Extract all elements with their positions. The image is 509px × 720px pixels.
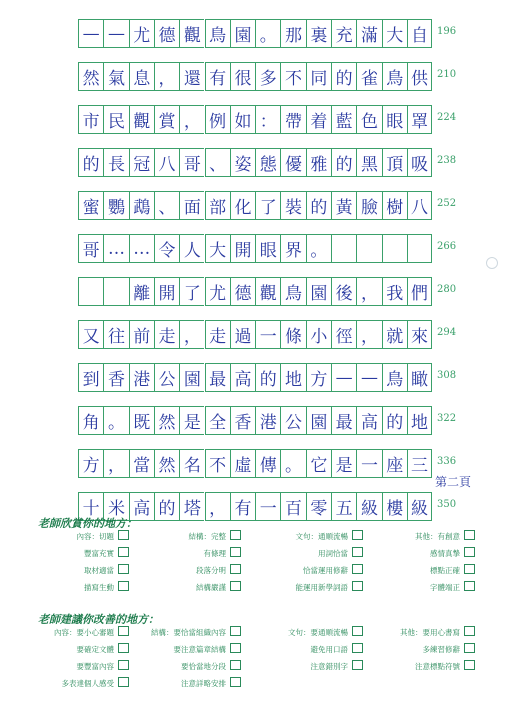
manuscript-cell: 公: [154, 363, 179, 392]
manuscript-cell: 不: [280, 62, 305, 91]
praise-criterion: 描寫生動: [84, 583, 114, 592]
manuscript-cell: 鳥: [280, 277, 305, 306]
manuscript-cell: 方: [306, 363, 331, 392]
manuscript-cell: 然: [78, 62, 103, 91]
manuscript-cell: 香: [103, 363, 128, 392]
praise-checkbox[interactable]: [118, 547, 129, 557]
manuscript-cell: 滿: [356, 19, 381, 48]
praise-checkbox[interactable]: [230, 581, 241, 591]
manuscript-cell: 既: [129, 406, 154, 435]
improve-checkbox[interactable]: [230, 677, 241, 687]
manuscript-cell: 。: [306, 234, 331, 263]
binder-hole: [486, 257, 498, 269]
manuscript-cell: 八: [154, 148, 179, 177]
manuscript-cell: 鳥: [382, 363, 407, 392]
manuscript-cell: 的: [331, 62, 356, 91]
praise-checkbox[interactable]: [352, 564, 363, 574]
praise-criterion: 標點正確: [430, 566, 460, 575]
praise-title: 老師欣賞你的地方：: [38, 517, 137, 530]
manuscript-cell: 色: [356, 105, 381, 134]
manuscript-cell: 一: [255, 320, 280, 349]
praise-criterion: 用詞恰當: [318, 549, 348, 558]
improve-criterion: 注意詳略安排: [181, 679, 226, 688]
manuscript-cell: 帶: [280, 105, 305, 134]
praise-checkbox[interactable]: [118, 530, 129, 540]
manuscript-cell: 鳥: [205, 19, 230, 48]
improve-criterion: 要注意篇章結構: [173, 645, 226, 654]
praise-checkbox[interactable]: [230, 547, 241, 557]
manuscript-cell: 黑: [356, 148, 381, 177]
manuscript-cell: 自: [407, 19, 432, 48]
manuscript-cell: ，: [154, 62, 179, 91]
praise-checkbox[interactable]: [464, 581, 475, 591]
manuscript-cell: 頂: [382, 148, 407, 177]
praise-checkbox[interactable]: [118, 564, 129, 574]
manuscript-cell: 哥: [179, 148, 204, 177]
manuscript-cell: 令: [154, 234, 179, 263]
manuscript-row: [78, 320, 457, 349]
praise-criterion: 內容：切題: [76, 532, 114, 541]
manuscript-cell: 着: [306, 105, 331, 134]
manuscript-cell: ，: [356, 277, 381, 306]
manuscript-cell: 走: [154, 320, 179, 349]
manuscript-cell: 蜜: [78, 191, 103, 220]
manuscript-cell: 大: [205, 234, 230, 263]
manuscript-cell: 觀: [255, 277, 280, 306]
row-char-count: 350: [437, 499, 457, 510]
manuscript-cell: —: [78, 19, 103, 48]
manuscript-cell: [407, 234, 432, 263]
manuscript-cell: 香: [230, 406, 255, 435]
manuscript-cell: 罩: [407, 105, 432, 134]
manuscript-cell: 港: [129, 363, 154, 392]
improve-checkbox[interactable]: [118, 626, 129, 636]
manuscript-cell: 長: [103, 148, 128, 177]
manuscript-cell: 然: [154, 449, 179, 478]
praise-checkbox[interactable]: [464, 564, 475, 574]
manuscript-cell: 藍: [331, 105, 356, 134]
improve-checkbox[interactable]: [118, 643, 129, 653]
manuscript-cell: 徑: [331, 320, 356, 349]
manuscript-cell: 有: [205, 62, 230, 91]
manuscript-cell: 的: [331, 148, 356, 177]
manuscript-cell: 不: [205, 449, 230, 478]
manuscript-cell: 前: [129, 320, 154, 349]
manuscript-cell: 小: [306, 320, 331, 349]
row-char-count: 238: [437, 155, 457, 166]
manuscript-cell: 裏: [306, 19, 331, 48]
manuscript-row: [78, 234, 457, 263]
manuscript-cell: 高: [356, 406, 381, 435]
improve-checkbox[interactable]: [230, 643, 241, 653]
manuscript-cell: 一: [255, 492, 280, 521]
manuscript-cell: 了: [179, 277, 204, 306]
manuscript-cell: 的: [382, 406, 407, 435]
manuscript-cell: 零: [306, 492, 331, 521]
manuscript-cell: 息: [129, 62, 154, 91]
manuscript-cell: 名: [179, 449, 204, 478]
row-char-count: 224: [437, 112, 457, 123]
praise-criterion: 結構嚴謹: [196, 583, 226, 592]
manuscript-row: [78, 191, 457, 220]
manuscript-cell: 開: [230, 234, 255, 263]
praise-checkbox[interactable]: [352, 547, 363, 557]
manuscript-row: [78, 105, 457, 134]
page-number-note: 第二頁: [435, 475, 472, 489]
manuscript-cell: 尤: [205, 277, 230, 306]
improve-criterion: 要豐富內容: [76, 662, 114, 671]
manuscript-cell: 有: [230, 492, 255, 521]
manuscript-cell: 黃: [331, 191, 356, 220]
manuscript-cell: 們: [407, 277, 432, 306]
manuscript-cell: 人: [179, 234, 204, 263]
manuscript-cell: 賞: [154, 105, 179, 134]
praise-criterion: 文句：通順流暢: [295, 532, 348, 541]
manuscript-cell: 眼: [382, 105, 407, 134]
manuscript-cell: …: [129, 234, 154, 263]
praise-criterion: 其他：有創意: [415, 532, 460, 541]
praise-criterion: 字體端正: [430, 583, 460, 592]
manuscript-cell: 級: [356, 492, 381, 521]
improve-criterion: 多練習修辭: [422, 645, 460, 654]
manuscript-cell: 觀: [179, 19, 204, 48]
improve-criterion: 文句：要通順流暢: [288, 628, 348, 637]
manuscript-cell: 是: [179, 406, 204, 435]
manuscript-cell: 的: [154, 492, 179, 521]
improve-checkbox[interactable]: [118, 677, 129, 687]
manuscript-cell: ，: [356, 320, 381, 349]
manuscript-cell: 角: [78, 406, 103, 435]
manuscript-cell: 裝: [280, 191, 305, 220]
manuscript-cell: 眼: [255, 234, 280, 263]
improve-checkbox[interactable]: [464, 660, 475, 670]
row-char-count: 308: [437, 370, 457, 381]
praise-criterion: 感情真摯: [430, 549, 460, 558]
manuscript-cell: 雀: [356, 62, 381, 91]
manuscript-cell: 園: [230, 19, 255, 48]
manuscript-cell: 塔: [179, 492, 204, 521]
manuscript-row: [78, 277, 457, 306]
improve-checkbox[interactable]: [230, 660, 241, 670]
manuscript-cell: 。: [255, 19, 280, 48]
manuscript-cell: [356, 234, 381, 263]
manuscript-cell: 供: [407, 62, 432, 91]
praise-criterion: 豐富充實: [84, 549, 114, 558]
manuscript-cell: 態: [255, 148, 280, 177]
improve-checkbox[interactable]: [464, 626, 475, 636]
manuscript-cell: 觀: [129, 105, 154, 134]
manuscript-cell: 離: [129, 277, 154, 306]
manuscript-cell: 鳥: [382, 62, 407, 91]
manuscript-cell: 它: [306, 449, 331, 478]
improve-checkbox[interactable]: [118, 660, 129, 670]
manuscript-cell: ，: [179, 320, 204, 349]
manuscript-cell: 臉: [356, 191, 381, 220]
manuscript-cell: 優: [280, 148, 305, 177]
improve-criterion: 要確定文體: [76, 645, 114, 654]
manuscript-cell: —: [356, 363, 381, 392]
manuscript-cell: 哥: [78, 234, 103, 263]
manuscript-cell: 當: [129, 449, 154, 478]
manuscript-cell: 地: [407, 406, 432, 435]
manuscript-cell: 雅: [306, 148, 331, 177]
manuscript-cell: 鵡: [129, 191, 154, 220]
row-char-count: 322: [437, 413, 457, 424]
manuscript-cell: 那: [280, 19, 305, 48]
praise-checkbox[interactable]: [464, 530, 475, 540]
praise-criterion: 結構：完整: [188, 532, 226, 541]
praise-criterion: 有條理: [203, 549, 226, 558]
manuscript-row: [78, 449, 457, 478]
improve-checkbox[interactable]: [464, 643, 475, 653]
manuscript-cell: 級: [407, 492, 432, 521]
manuscript-cell: 是: [331, 449, 356, 478]
manuscript-cell: 的: [78, 148, 103, 177]
manuscript-cell: 後: [331, 277, 356, 306]
manuscript-cell: 然: [154, 406, 179, 435]
manuscript-cell: 樓: [382, 492, 407, 521]
manuscript-cell: 。: [280, 449, 305, 478]
manuscript-cell: 瞰: [407, 363, 432, 392]
manuscript-cell: 最: [331, 406, 356, 435]
manuscript-cell: 化: [230, 191, 255, 220]
manuscript-cell: 就: [382, 320, 407, 349]
manuscript-cell: 來: [407, 320, 432, 349]
manuscript-cell: 面: [179, 191, 204, 220]
manuscript-cell: [78, 277, 103, 306]
praise-criterion: 取材適當: [84, 566, 114, 575]
manuscript-cell: 全: [205, 406, 230, 435]
manuscript-cell: 往: [103, 320, 128, 349]
manuscript-cell: 、: [205, 148, 230, 177]
manuscript-cell: 方: [78, 449, 103, 478]
manuscript-cell: 園: [306, 277, 331, 306]
improve-criterion: 多表達個人感受: [61, 679, 114, 688]
manuscript-cell: 了: [255, 191, 280, 220]
manuscript-cell: 又: [78, 320, 103, 349]
manuscript-row: [78, 62, 457, 91]
manuscript-cell: 五: [331, 492, 356, 521]
manuscript-cell: 到: [78, 363, 103, 392]
manuscript-cell: 部: [205, 191, 230, 220]
manuscript-cell: 港: [255, 406, 280, 435]
manuscript-cell: 如: [230, 105, 255, 134]
manuscript-cell: 條: [280, 320, 305, 349]
improve-criterion: 注意標點符號: [415, 662, 460, 671]
manuscript-cell: …: [103, 234, 128, 263]
manuscript-cell: 虛: [230, 449, 255, 478]
praise-criterion: 能運用新學詞語: [295, 583, 348, 592]
improve-criterion: 其他：要用心書寫: [400, 628, 460, 637]
manuscript-cell: 園: [179, 363, 204, 392]
manuscript-cell: ，: [205, 492, 230, 521]
manuscript-cell: 最: [205, 363, 230, 392]
manuscript-cell: 高: [129, 492, 154, 521]
improve-title: 老師建議你改善的地方：: [38, 613, 159, 626]
row-char-count: 280: [437, 284, 457, 295]
manuscript-cell: 民: [103, 105, 128, 134]
manuscript-cell: [382, 234, 407, 263]
manuscript-cell: —: [331, 363, 356, 392]
improve-checkbox[interactable]: [352, 626, 363, 636]
manuscript-cell: ，: [103, 449, 128, 478]
row-char-count: 210: [437, 69, 457, 80]
manuscript-cell: 多: [255, 62, 280, 91]
manuscript-cell: [331, 234, 356, 263]
praise-checkbox[interactable]: [230, 564, 241, 574]
manuscript-cell: 開: [154, 277, 179, 306]
manuscript-cell: 傳: [255, 449, 280, 478]
manuscript-cell: 同: [306, 62, 331, 91]
manuscript-cell: 園: [306, 406, 331, 435]
praise-criterion: 恰當運用修辭: [303, 566, 348, 575]
improve-criterion: 內容：要小心審題: [54, 628, 114, 637]
manuscript-row: [78, 406, 457, 435]
praise-criterion: 段落分明: [196, 566, 226, 575]
manuscript-cell: 冠: [129, 148, 154, 177]
manuscript-cell: 德: [230, 277, 255, 306]
praise-checkbox[interactable]: [230, 530, 241, 540]
manuscript-cell: 八: [407, 191, 432, 220]
manuscript-cell: 界: [280, 234, 305, 263]
manuscript-cell: 氣: [103, 62, 128, 91]
row-char-count: 252: [437, 198, 457, 209]
manuscript-cell: 走: [205, 320, 230, 349]
row-char-count: 266: [437, 241, 457, 252]
manuscript-cell: 百: [280, 492, 305, 521]
improve-criterion: 要恰當地分段: [181, 662, 226, 671]
manuscript-cell: 座: [382, 449, 407, 478]
manuscript-cell: 鸚: [103, 191, 128, 220]
manuscript-cell: ，: [179, 105, 204, 134]
manuscript-row: [78, 148, 457, 177]
praise-checkbox[interactable]: [118, 581, 129, 591]
manuscript-cell: ：: [255, 105, 280, 134]
manuscript-cell: 市: [78, 105, 103, 134]
improve-checkbox[interactable]: [230, 626, 241, 636]
improve-checkbox[interactable]: [352, 660, 363, 670]
manuscript-cell: 樹: [382, 191, 407, 220]
manuscript-cell: 、: [154, 191, 179, 220]
manuscript-cell: 我: [382, 277, 407, 306]
improve-checkbox[interactable]: [352, 643, 363, 653]
improve-criterion: 避免用口語: [310, 645, 348, 654]
manuscript-row: [78, 363, 457, 392]
row-char-count: 294: [437, 327, 457, 338]
manuscript-cell: 德: [154, 19, 179, 48]
improve-criterion: 注意錯別字: [310, 662, 348, 671]
manuscript-cell: 十: [78, 492, 103, 521]
manuscript-cell: 充: [331, 19, 356, 48]
row-char-count: 336: [437, 456, 457, 467]
manuscript-cell: 。: [103, 406, 128, 435]
manuscript-cell: 公: [280, 406, 305, 435]
manuscript-cell: 例: [205, 105, 230, 134]
manuscript-cell: 還: [179, 62, 204, 91]
manuscript-cell: 一: [356, 449, 381, 478]
improve-criterion: 結構：要恰當組織內容: [151, 628, 226, 637]
praise-checkbox[interactable]: [352, 530, 363, 540]
manuscript-cell: [103, 277, 128, 306]
manuscript-cell: 尤: [129, 19, 154, 48]
manuscript-cell: 大: [382, 19, 407, 48]
manuscript-row: [78, 19, 457, 48]
manuscript-cell: 吸: [407, 148, 432, 177]
manuscript-cell: 的: [306, 191, 331, 220]
manuscript-cell: 姿: [230, 148, 255, 177]
manuscript-cell: 高: [230, 363, 255, 392]
manuscript-cell: 的: [255, 363, 280, 392]
manuscript-cell: 過: [230, 320, 255, 349]
manuscript-cell: 米: [103, 492, 128, 521]
row-char-count: 196: [437, 26, 457, 37]
manuscript-cell: 很: [230, 62, 255, 91]
manuscript-cell: 地: [280, 363, 305, 392]
praise-checkbox[interactable]: [352, 581, 363, 591]
manuscript-cell: 三: [407, 449, 432, 478]
praise-checkbox[interactable]: [464, 547, 475, 557]
manuscript-cell: —: [103, 19, 128, 48]
